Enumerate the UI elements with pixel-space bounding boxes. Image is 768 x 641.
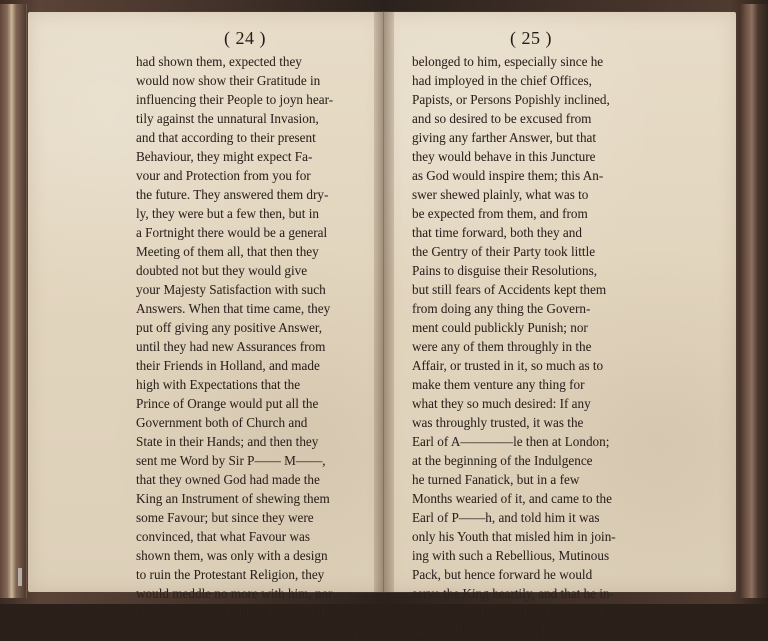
left-line-4: tily against the unnatural Invasion, — [136, 111, 319, 126]
right-line-4: and so desired to be excused from — [412, 111, 592, 126]
left-line-9: ly, they were but a few then, but in — [136, 206, 319, 221]
right-line-17: Affair, or trusted in it, so much as to — [412, 358, 604, 373]
right-line-27: ing with such a Rebellious, Mutinous — [412, 548, 610, 563]
left-line-25: some Favour; but since they were — [136, 510, 314, 525]
left-line-28: to ruin the Protestant Religion, they — [136, 567, 325, 582]
left-line-12: doubted not but they would give — [136, 263, 308, 278]
right-line-28: Pack, but hence forward he would — [412, 567, 593, 582]
left-line-6: Behaviour, they might expect Fa- — [136, 149, 313, 164]
right-line-11: the Gentry of their Party took little — [412, 244, 596, 259]
left-line-17: their Friends in Holland, and made — [136, 358, 320, 373]
right-line-13: but still fears of Accidents kept them — [412, 282, 607, 297]
right-line-22: at the beginning of the Indulgence — [412, 453, 593, 468]
right-line-24: Months wearied of it, and came to the — [412, 491, 612, 506]
right-line-8: swer shewed plainly, what was to — [412, 187, 589, 202]
left-line-8: the future. They answered them dry- — [136, 187, 329, 202]
left-line-19: Prince of Orange would put all the — [136, 396, 319, 411]
right-line-23: he turned Fanatick, but in a few — [412, 472, 580, 487]
left-line-13: your Majesty Satisfaction with such — [136, 282, 326, 297]
left-line-30: have any Communion with any that — [136, 605, 325, 620]
left-line-22: sent me Word by Sir P—— M——, — [136, 453, 326, 468]
left-line-21: State in their Hands; and then they — [136, 434, 319, 449]
left-line-24: King an Instrument of shewing them — [136, 491, 330, 506]
left-line-10: a Fortnight there would be a general — [136, 225, 328, 240]
right-line-2: had imployed in the chief Offices, — [412, 73, 592, 88]
left-line-7: vour and Protection from you for — [136, 168, 311, 183]
right-page — [384, 12, 736, 639]
right-line-18: make them venture any thing for — [412, 377, 585, 392]
right-page-number: ( 25 ) — [510, 28, 552, 48]
left-line-23: that they owned God had made the — [136, 472, 320, 487]
left-catchword: belonged — [323, 624, 372, 639]
left-page-text — [136, 52, 374, 641]
book-right-edge — [740, 4, 768, 598]
right-page-text — [412, 52, 648, 641]
right-line-16: were any of them throughly in the — [412, 339, 592, 354]
left-line-5: and that according to their present — [136, 130, 316, 145]
right-line-1: belonged to him, especially since he — [412, 54, 604, 69]
right-line-10: that time forward, both they and — [412, 225, 582, 240]
right-line-12: Pains to disguise their Resolutions, — [412, 263, 597, 278]
right-line-5: giving any farther Answer, but that — [412, 130, 597, 145]
left-line-26: convinced, that what Favour was — [136, 529, 310, 544]
left-line-11: Meeting of them all, that then they — [136, 244, 319, 259]
right-line-29: serve the King heartily, and that he in- — [412, 586, 615, 601]
left-line-20: Government both of Church and — [136, 415, 308, 430]
right-line-26: only his Youth that misled him in join- — [412, 529, 616, 544]
left-page-number: ( 24 ) — [224, 28, 266, 48]
left-line-16: until they had new Assurances from — [136, 339, 326, 354]
left-line-2: would now show their Gratitude in — [136, 73, 321, 88]
left-line-18: high with Expectations that the — [136, 377, 301, 392]
right-line-15: ment could publickly Punish; nor — [412, 320, 588, 335]
right-line-7: as God would inspire them; this An- — [412, 168, 604, 183]
left-line-15: put off giving any positive Answer, — [136, 320, 323, 335]
left-line-27: shown them, was only with a design — [136, 548, 328, 563]
right-line-19: what they so much desired: If any — [412, 396, 591, 411]
right-line-30: tended to go for London immediately, — [412, 605, 612, 620]
right-line-3: Papists, or Persons Popishly inclined, — [412, 92, 610, 107]
left-line-29: would meddle no more with him, nor — [136, 586, 333, 601]
right-line-9: be expected from them, and from — [412, 206, 588, 221]
scan-corner-mark — [18, 568, 22, 586]
right-line-20: was throughly trusted, it was the — [412, 415, 584, 430]
right-line-31: and to offer his Service. D There- — [412, 624, 590, 639]
right-line-21: Earl of A————le then at London; — [412, 434, 610, 449]
left-page — [28, 12, 384, 639]
left-line-3: influencing their People to joyn hear- — [136, 92, 334, 107]
right-line-6: they would behave in this Juncture — [412, 149, 596, 164]
right-line-14: from doing any thing the Govern- — [412, 301, 591, 316]
right-line-25: Earl of P——h, and told him it was — [412, 510, 600, 525]
left-line-14: Answers. When that time came, they — [136, 301, 331, 316]
book-left-edge — [0, 4, 27, 598]
left-line-1: had shown them, expected they — [136, 54, 302, 69]
